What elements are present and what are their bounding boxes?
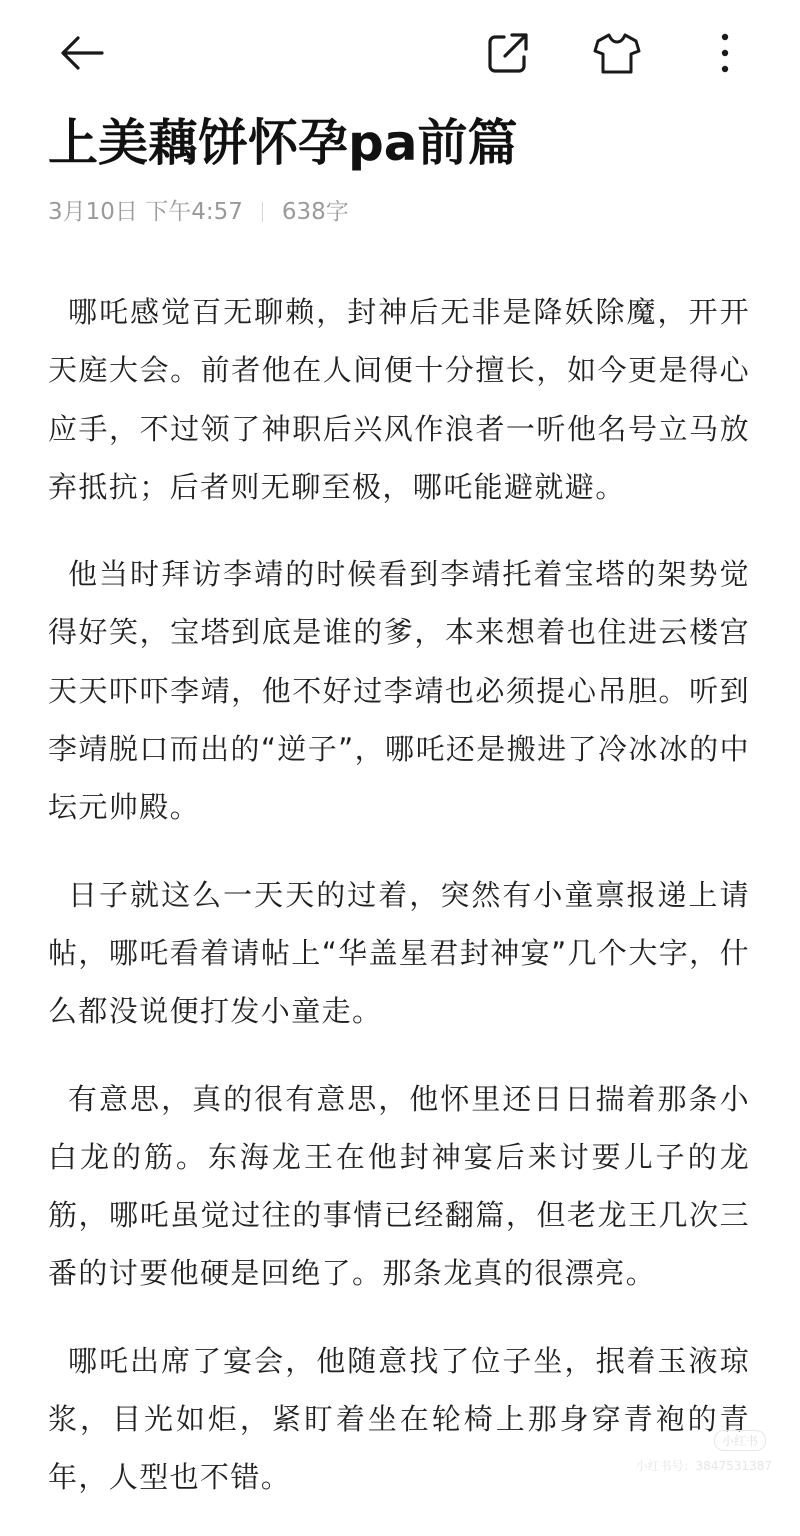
paragraph: 哪吒出席了宴会，他随意找了位子坐，抿着玉液琼浆，目光如炬，紧盯着坐在轮椅上那身穿青袍的青年，人型也不错。 [48,1343,750,1495]
tshirt-icon [591,27,643,79]
top-toolbar [0,0,800,105]
paragraph: 有意思，真的很有意思，他怀里还日日揣着那条小白龙的筋。东海龙王在他封神宴后来讨要儿子的龙筋，哪吒虽觉过往的事情已经翻篇，但老龙王几次三番的讨要他硬是回绝了。那条龙真的很漂亮。 [48,1081,750,1291]
back-button[interactable] [56,27,108,79]
note-body[interactable] [48,283,750,1536]
arrow-left-icon [56,27,108,79]
meta-divider [262,202,263,222]
more-options-button[interactable] [699,27,751,79]
note-title[interactable]: 上美藕饼怀孕pa前篇 [48,114,518,172]
paragraph: 哪吒感觉百无聊赖，封神后无非是降妖除魔，开开天庭大会。前者他在人间便十分擅长，如今更是得心应手，不过领了神职后兴风作浪者一听他名号立马放弃抵抗；后者则无聊至极，哪吒能避就避。 [48,295,750,504]
watermark [622,1430,772,1486]
paragraph: 他当时拜访李靖的时候看到李靖托着宝塔的架势觉得好笑，宝塔到底是谁的爹，本来想着也住进云楼宫天天吓吓李靖，他不好过李靖也必须提心吊胆。听到李靖脱口而出的“逆子”，哪吒还是搬进了冷冰冰的中坛元帅殿。 [48,557,750,825]
theme-button[interactable] [591,27,643,79]
note-meta [48,196,349,228]
note-date: 3月10日 下午4:57 [48,199,243,225]
share-button[interactable] [482,27,534,79]
share-icon [482,27,534,79]
word-count: 638字 [281,199,349,225]
watermark-id: 小红书号：3847531387 [635,1459,772,1473]
watermark-logo: 小红书 [714,1430,766,1451]
paragraph: 日子就这么一天天的过着，突然有小童禀报递上请帖，哪吒看着请帖上“华盖星君封神宴”几个大字，什么都没说便打发小童走。 [48,877,750,1029]
more-vertical-icon [699,27,751,79]
